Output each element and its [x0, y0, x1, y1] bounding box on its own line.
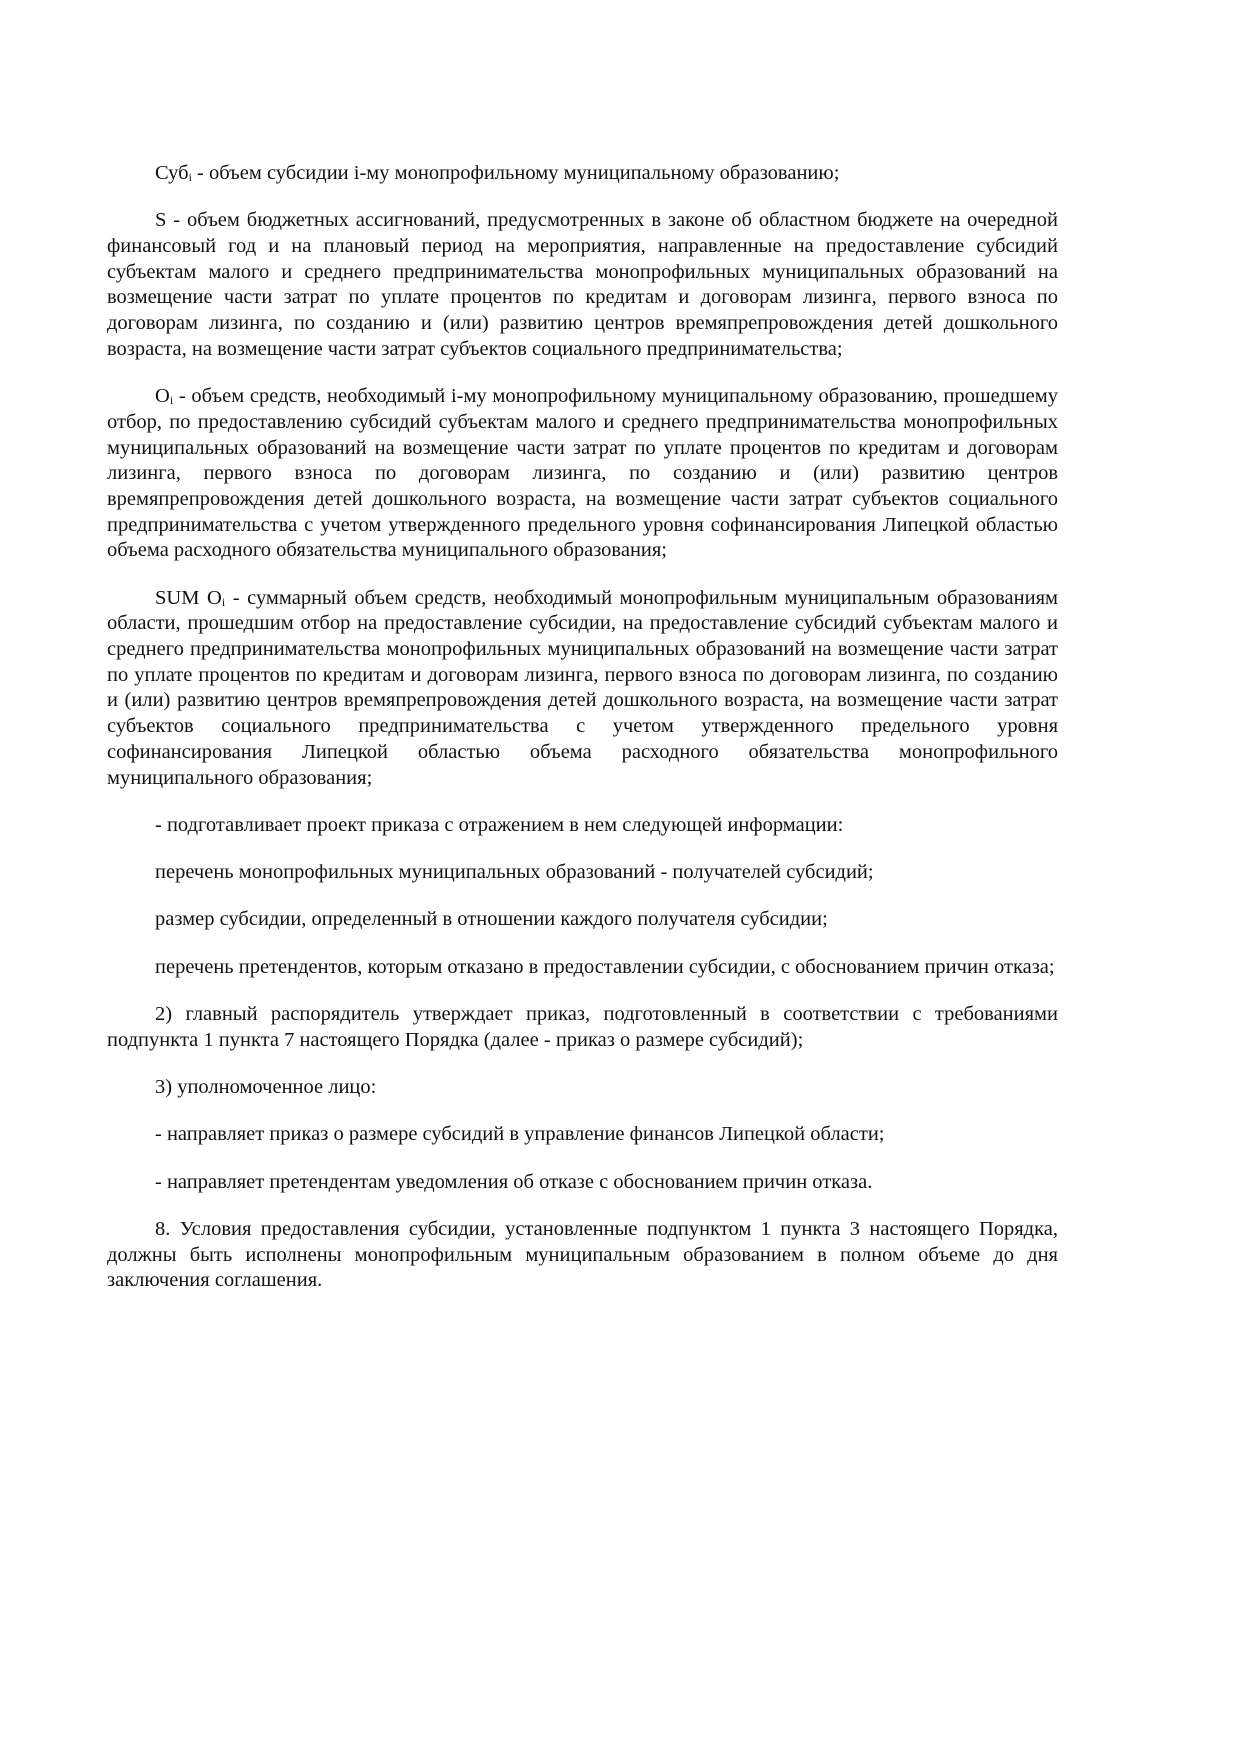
paragraph [107, 586, 1058, 792]
paragraph [107, 208, 1058, 362]
paragraph-text: - направляет приказ о размере субсидий в управление финансов Липецкой области; [155, 1123, 885, 1146]
paragraph [107, 955, 1058, 981]
paragraph [107, 1170, 1058, 1196]
term: Суб [155, 162, 189, 184]
paragraph [107, 1075, 1058, 1101]
subscript-index: i [221, 594, 226, 609]
paragraph-text: S - объем бюджетных ассигнований, предусмотренных в законе об областном бюджете на очередной финансовый год и на плановый период на мероприятия, направленные на предоставление субсидий субъектам малого и среднего предпринимательства монопрофильных муниципальных образований на возмещение части затрат по уплате процентов по кредитам и договорам лизинга, первого взноса по договорам лизинга, по созданию и (или) развитию центров времяпрепровождения детей дошкольного возраста, на возмещение части затрат субъектов социального предпринимательства; [107, 209, 1058, 360]
paragraph-text: - суммарный объем средств, необходимый монопрофильным муниципальным образованиям области, прошедшим отбор на предоставление субсидии, на предоставление субсидий субъектам малого и среднего предпринимательства монопрофильных муниципальных образований на возмещение части затрат по уплате процентов по кредитам и договорам лизинга, первого взноса по договорам лизинга, по созданию и (или) развитию центров времяпрепровождения детей дошкольного возраста, на возмещение части затрат субъектов социального предпринимательства с учетом утвержденного предельного уровня софинансирования Липецкой областью объема расходного обязательства монопрофильного муниципального образования; [107, 586, 1058, 789]
term: SUM O [155, 586, 222, 609]
paragraph-text: перечень претендентов, которым отказано в предоставлении субсидии, с обоснованием причин отказа; [155, 955, 1055, 978]
paragraph-text: 2) главный распорядитель утверждает приказ, подготовленный в соответствии с требованиями подпункта 1 пункта 7 настоящего Порядка (далее - приказ о размере субсидий); [107, 1003, 1058, 1051]
paragraph [107, 813, 1058, 839]
paragraph-text: - объем средств, необходимый i-му монопрофильному муниципальному образованию, прошедшему отбор, по предоставлению субсидий субъектам малого и среднего предпринимательства монопрофильных муниципальных образований на возмещение части затрат по уплате процентов по кредитам и договорам лизинга, первого взноса по договорам лизинга, по созданию и (или) развитию центров времяпрепровождения детей дошкольного возраста, на возмещение части затрат субъектов социального предпринимательства с учетом утвержденного предельного уровня софинансирования Липецкой областью объема расходного обязательства муниципального образования; [107, 385, 1058, 562]
paragraph-text: 8. Условия предоставления субсидии, установленные подпунктом 1 пункта 3 настоящего Порядка, должны быть исполнены монопрофильным муниципальным образованием в полном объеме до дня заключения соглашения. [107, 1217, 1058, 1292]
paragraph [107, 1002, 1058, 1053]
paragraph [107, 384, 1058, 564]
paragraph [107, 161, 1058, 187]
paragraph-text: - подготавливает проект приказа с отражением в нем следующей информации: [155, 813, 844, 836]
paragraph [107, 1217, 1058, 1294]
paragraph [107, 1122, 1058, 1148]
paragraph-text: - направляет претендентам уведомления об отказе с обоснованием причин отказа. [155, 1170, 873, 1193]
paragraph-text: размер субсидии, определенный в отношении каждого получателя субсидии; [155, 908, 828, 931]
document-page [107, 161, 1058, 1316]
paragraph-text: - объем субсидии i-му монопрофильному муниципальному образованию; [191, 162, 840, 184]
paragraph-text: перечень монопрофильных муниципальных образований - получателей субсидий; [155, 861, 874, 884]
subscript-index: i [188, 170, 192, 184]
term: O [155, 385, 170, 408]
paragraph-text: 3) уполномоченное лицо: [155, 1076, 377, 1099]
paragraph [107, 860, 1058, 886]
subscript-index: i [169, 393, 174, 408]
paragraph [107, 907, 1058, 933]
